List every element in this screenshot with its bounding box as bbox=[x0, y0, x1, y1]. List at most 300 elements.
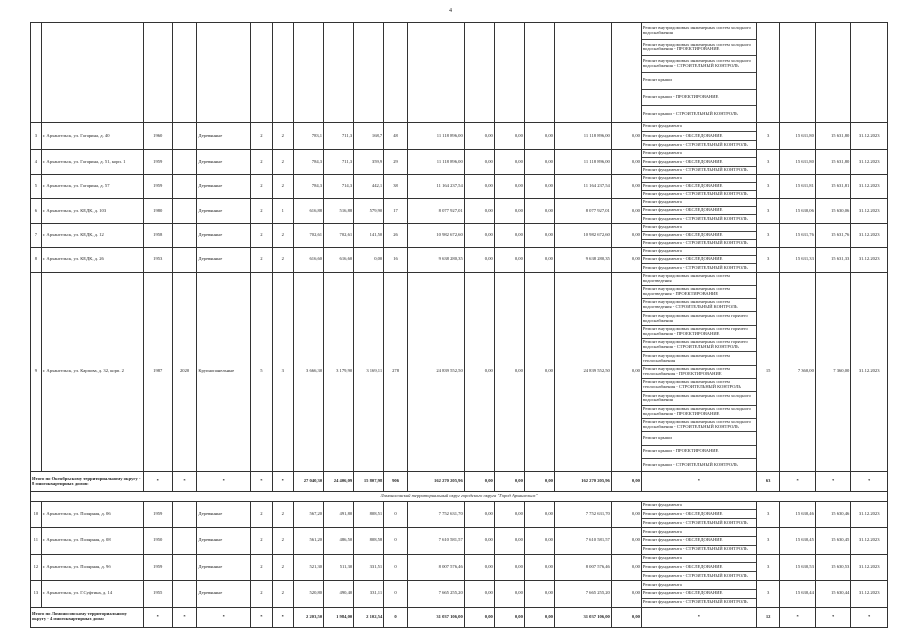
work-item: Ремонт фундамента - СТРОИТЕЛЬНЫЙ КОНТРОЛЬ bbox=[642, 166, 748, 172]
cell-f5: 0,00 bbox=[611, 248, 641, 272]
cell-qty: 3 bbox=[756, 554, 780, 580]
cell-area: 616,60 bbox=[294, 248, 324, 272]
cell-f5: 0,00 bbox=[611, 174, 641, 198]
cell-floors: 2 bbox=[251, 248, 272, 272]
total-limit: * bbox=[815, 472, 850, 492]
cell-area: 521,30 bbox=[294, 554, 324, 580]
work-item: Ремонт внутридомовых инженерных систем водоотведения - ПРОЕКТИРОВАНИЕ bbox=[642, 286, 756, 299]
cell-address: г. Архангельск, ул. Гагарина, д. 51, корп. 1 bbox=[41, 150, 143, 174]
cell-f3: 0,00 bbox=[524, 581, 554, 607]
total-unit-cost: * bbox=[780, 607, 815, 627]
work-item: Ремонт внутридомовых инженерных систем холодного водоснабжения - ПРОЕКТИРОВАНИЕ bbox=[642, 406, 756, 419]
cell-year2 bbox=[172, 122, 197, 150]
cell-f5: 0,00 bbox=[611, 581, 641, 607]
cell-f5: 0,00 bbox=[611, 528, 641, 554]
cell-address: г. Архангельск, ул. КЕДК, д. 103 bbox=[41, 199, 143, 223]
cell-f3: 0,00 bbox=[524, 150, 554, 174]
cell-floors: 2 bbox=[251, 122, 272, 150]
work-item: Ремонт фундамента - ОБСЛЕДОВАНИЕ bbox=[642, 232, 756, 240]
cell-entrances: 1 bbox=[272, 199, 293, 223]
total-total: 162 270 205,96 bbox=[407, 472, 464, 492]
cell-f4: 7 752 631,70 bbox=[554, 501, 611, 527]
cell-qty: 3 bbox=[756, 248, 780, 272]
cell-num: 7 bbox=[31, 223, 42, 247]
cell-f5: 0,00 bbox=[611, 223, 641, 247]
total-entrances: * bbox=[272, 607, 293, 627]
house-row bbox=[31, 528, 888, 554]
cell-entrances: 2 bbox=[272, 554, 293, 580]
cell-date: 31.12.2023 bbox=[851, 223, 888, 247]
cell-residents: 278 bbox=[384, 272, 408, 472]
cell-f2: 0,00 bbox=[494, 528, 524, 554]
cell-date: 31.12.2023 bbox=[851, 150, 888, 174]
work-item: Ремонт фундамента bbox=[642, 581, 756, 590]
cell-floors: 2 bbox=[251, 199, 272, 223]
total-year2: * bbox=[172, 607, 197, 627]
empty-cell bbox=[756, 23, 780, 123]
cell-area: 783,1 bbox=[294, 122, 324, 150]
cell-f3: 0,00 bbox=[524, 528, 554, 554]
work-item: Ремонт фундамента - ОБСЛЕДОВАНИЕ bbox=[642, 132, 756, 141]
cell-area: 3 666,30 bbox=[294, 272, 324, 472]
cell-residents: 26 bbox=[384, 223, 408, 247]
work-item: Ремонт фундамента bbox=[642, 150, 756, 158]
cell-floors: 2 bbox=[251, 150, 272, 174]
house-row bbox=[31, 150, 888, 174]
cell-area-nonliving: 331,11 bbox=[354, 581, 384, 607]
total-f5: 0,00 bbox=[611, 607, 641, 627]
cell-residents: 38 bbox=[384, 174, 408, 198]
total-works: * bbox=[641, 607, 756, 627]
district-header-row bbox=[31, 492, 888, 501]
cell-date: 31.12.2023 bbox=[851, 272, 888, 472]
cell-material: Деревянные bbox=[197, 581, 251, 607]
cell-limit: 7 360,00 bbox=[815, 272, 850, 472]
cell-qty: 3 bbox=[756, 199, 780, 223]
work-item: Ремонт внутридомовых инженерных систем холодного водоснабжения bbox=[642, 23, 756, 40]
cell-num: 10 bbox=[31, 501, 42, 527]
district-total-row bbox=[31, 607, 888, 627]
cell-floors: 2 bbox=[251, 554, 272, 580]
cell-area-living: 714,3 bbox=[324, 174, 354, 198]
cell-residents: 0 bbox=[384, 501, 408, 527]
cell-f5: 0,00 bbox=[611, 150, 641, 174]
work-item: Ремонт фундамента - ОБСЛЕДОВАНИЕ bbox=[642, 207, 756, 215]
work-item: Ремонт фундамента bbox=[642, 555, 756, 564]
cell-entrances: 2 bbox=[272, 501, 293, 527]
cell-f2: 0,00 bbox=[494, 174, 524, 198]
total-material: * bbox=[197, 607, 251, 627]
cell-area: 784,3 bbox=[294, 174, 324, 198]
total-year: * bbox=[143, 472, 172, 492]
cell-f4: 11 118 896,00 bbox=[554, 122, 611, 150]
cell-area-nonliving: 331,51 bbox=[354, 554, 384, 580]
cell-total: 7 610 581,57 bbox=[407, 528, 464, 554]
cell-residents: 17 bbox=[384, 199, 408, 223]
cell-num: 6 bbox=[31, 199, 42, 223]
total-floors: * bbox=[251, 607, 272, 627]
cell-area-nonliving: 3 169,11 bbox=[354, 272, 384, 472]
cell-f3: 0,00 bbox=[524, 122, 554, 150]
cell-total: 8 077 927,01 bbox=[407, 199, 464, 223]
cell-total: 24 839 552,50 bbox=[407, 272, 464, 472]
cell-date: 31.12.2023 bbox=[851, 581, 888, 607]
total-residents: 0 bbox=[384, 607, 408, 627]
cell-f5: 0,00 bbox=[611, 272, 641, 472]
district-total-row bbox=[31, 472, 888, 492]
cell-f4: 8 007 576,46 bbox=[554, 554, 611, 580]
cell-address: г. Архангельск, ул. Полярная, д. 9б bbox=[41, 554, 143, 580]
cell-total: 7 752 631,70 bbox=[407, 501, 464, 527]
total-material: * bbox=[197, 472, 251, 492]
total-date: * bbox=[851, 607, 888, 627]
cell-year2 bbox=[172, 501, 197, 527]
cell-f4: 7 665 255,20 bbox=[554, 581, 611, 607]
cell-area: 561,20 bbox=[294, 528, 324, 554]
cell-area-nonliving: 442,1 bbox=[354, 174, 384, 198]
cell-f5: 0,00 bbox=[611, 554, 641, 580]
work-item: Ремонт внутридомовых инженерных систем водоотведения bbox=[642, 273, 756, 286]
work-item: Ремонт фундамента - СТРОИТЕЛЬНЫЙ КОНТРОЛЬ bbox=[642, 599, 748, 605]
work-item: Ремонт фундамента - ОБСЛЕДОВАНИЕ bbox=[642, 590, 756, 599]
total-residents: 906 bbox=[384, 472, 408, 492]
cell-f1: 0,00 bbox=[464, 174, 494, 198]
cell-total: 11 164 237,54 bbox=[407, 174, 464, 198]
total-floors: * bbox=[251, 472, 272, 492]
cell-f3: 0,00 bbox=[524, 199, 554, 223]
work-item: Ремонт фундамента - ОБСЛЕДОВАНИЕ bbox=[642, 158, 756, 166]
cell-f2: 0,00 bbox=[494, 223, 524, 247]
cell-year: 1980 bbox=[143, 199, 172, 223]
work-item: Ремонт фундамента bbox=[642, 502, 756, 511]
empty-cell bbox=[197, 23, 251, 123]
cell-f4: 8 077 927,01 bbox=[554, 199, 611, 223]
total-area-nonliving: 2 102,54 bbox=[354, 607, 384, 627]
cell-address: г. Архангельск, ул. Полярная, д. 08 bbox=[41, 528, 143, 554]
total-year2: * bbox=[172, 472, 197, 492]
house-row bbox=[31, 174, 888, 198]
cell-area-living: 511,30 bbox=[324, 554, 354, 580]
empty-cell bbox=[354, 23, 384, 123]
cell-year: 1958 bbox=[143, 223, 172, 247]
cell-limit: 15 630,06 bbox=[815, 199, 850, 223]
cell-year2 bbox=[172, 248, 197, 272]
empty-cell bbox=[172, 23, 197, 123]
cell-num: 8 bbox=[31, 248, 42, 272]
work-item: Ремонт крыши - СТРОИТЕЛЬНЫЙ КОНТРОЛЬ bbox=[642, 110, 738, 116]
cell-floors: 2 bbox=[251, 174, 272, 198]
empty-cell bbox=[294, 23, 324, 123]
cell-year: 1950 bbox=[143, 528, 172, 554]
cell-residents: 16 bbox=[384, 248, 408, 272]
works-cell bbox=[641, 248, 756, 272]
cell-date: 31.12.2023 bbox=[851, 174, 888, 198]
works-cell bbox=[641, 174, 756, 198]
cell-num: 5 bbox=[31, 174, 42, 198]
house-row bbox=[31, 501, 888, 527]
cell-floors: 2 bbox=[251, 581, 272, 607]
cell-f2: 0,00 bbox=[494, 272, 524, 472]
cell-f1: 0,00 bbox=[464, 272, 494, 472]
empty-cell bbox=[251, 23, 272, 123]
empty-cell bbox=[41, 23, 143, 123]
cell-total: 7 665 255,20 bbox=[407, 581, 464, 607]
cell-num: 12 bbox=[31, 554, 42, 580]
empty-cell bbox=[407, 23, 464, 123]
work-item: Ремонт фундамента - ОБСЛЕДОВАНИЕ bbox=[642, 563, 756, 572]
cell-address: г. Архангельск, ул. Гагарина, д. 57 bbox=[41, 174, 143, 198]
cell-floors: 2 bbox=[251, 528, 272, 554]
empty-cell bbox=[611, 23, 641, 123]
total-area: 2 203,50 bbox=[294, 607, 324, 627]
total-f1: 0,00 bbox=[464, 472, 494, 492]
cell-f1: 0,00 bbox=[464, 581, 494, 607]
total-f2: 0,00 bbox=[494, 607, 524, 627]
work-item: Ремонт крыши bbox=[642, 432, 756, 445]
cell-date: 31.12.2023 bbox=[851, 248, 888, 272]
work-item: Ремонт внутридомовых инженерных систем теплоснабжения bbox=[642, 352, 756, 365]
works-cell bbox=[641, 23, 756, 123]
cell-year2 bbox=[172, 554, 197, 580]
cell-unit-cost: 15 631,76 bbox=[780, 223, 815, 247]
work-item: Ремонт фундамента bbox=[642, 199, 756, 207]
cell-unit-cost: 15 631,81 bbox=[780, 174, 815, 198]
cell-qty: 15 bbox=[756, 272, 780, 472]
work-item: Ремонт крыши - ПРОЕКТИРОВАНИЕ bbox=[642, 90, 756, 107]
cell-area: 702,61 bbox=[294, 223, 324, 247]
work-item: Ремонт фундамента bbox=[642, 123, 756, 132]
cell-f3: 0,00 bbox=[524, 174, 554, 198]
total-f2: 0,00 bbox=[494, 472, 524, 492]
cell-year: 1959 bbox=[143, 501, 172, 527]
house-row bbox=[31, 272, 888, 472]
cell-area-living: 491,80 bbox=[324, 501, 354, 527]
cell-area-living: 486,50 bbox=[324, 528, 354, 554]
cell-year: 1959 bbox=[143, 554, 172, 580]
cell-unit-cost: 15 630,06 bbox=[780, 199, 815, 223]
works-cell bbox=[641, 150, 756, 174]
cell-date: 31.12.2023 bbox=[851, 501, 888, 527]
cell-total: 11 118 896,00 bbox=[407, 150, 464, 174]
cell-residents: 0 bbox=[384, 528, 408, 554]
cell-address: г. Архангельск, ул. КЕДК, д. 26 bbox=[41, 248, 143, 272]
cell-year2 bbox=[172, 223, 197, 247]
cell-year2 bbox=[172, 174, 197, 198]
house-row bbox=[31, 581, 888, 607]
works-cell bbox=[641, 581, 756, 607]
district-header: Ломоносовский территориальный округ городского округа "Город Архангельск" bbox=[31, 492, 888, 501]
works-cell bbox=[641, 528, 756, 554]
total-f5: 0,00 bbox=[611, 472, 641, 492]
cell-address: г. Архангельск, ул. Гагарина, д. 40 bbox=[41, 122, 143, 150]
work-item: Ремонт фундамента - ОБСЛЕДОВАНИЕ bbox=[642, 256, 756, 264]
work-item: Ремонт внутридомовых инженерных систем холодного водоснабжения - ПРОЕКТИРОВАНИЕ bbox=[642, 40, 756, 57]
total-date: * bbox=[851, 472, 888, 492]
cell-unit-cost: 15 631,80 bbox=[780, 150, 815, 174]
cell-year: 1987 bbox=[143, 272, 172, 472]
work-item: Ремонт внутридомовых инженерных систем теплоснабжения - СТРОИТЕЛЬНЫЙ КОНТРОЛЬ bbox=[642, 379, 756, 392]
cell-num: 11 bbox=[31, 528, 42, 554]
work-item: Ремонт фундамента - СТРОИТЕЛЬНЫЙ КОНТРОЛЬ bbox=[642, 546, 748, 552]
empty-cell bbox=[464, 23, 494, 123]
work-item: Ремонт внутридомовых инженерных систем горячего водоснабжения bbox=[642, 312, 756, 325]
cell-limit: 15 631,76 bbox=[815, 223, 850, 247]
cell-f2: 0,00 bbox=[494, 501, 524, 527]
cell-year2 bbox=[172, 581, 197, 607]
cell-area-living: 3 179,90 bbox=[324, 272, 354, 472]
cell-material: Деревянные bbox=[197, 248, 251, 272]
cell-limit: 15 631,33 bbox=[815, 248, 850, 272]
work-item: Ремонт фундамента - СТРОИТЕЛЬНЫЙ КОНТРОЛЬ bbox=[642, 519, 748, 525]
cell-material: Деревянные bbox=[197, 528, 251, 554]
work-item: Ремонт фундамента - ОБСЛЕДОВАНИЕ bbox=[642, 510, 756, 519]
cell-address: г. Архангельск, ул. КЕДК, д. 12 bbox=[41, 223, 143, 247]
cell-area-living: 490,40 bbox=[324, 581, 354, 607]
cell-material: Деревянные bbox=[197, 150, 251, 174]
work-item: Ремонт фундамента - СТРОИТЕЛЬНЫЙ КОНТРОЛЬ bbox=[642, 191, 748, 197]
total-unit-cost: * bbox=[780, 472, 815, 492]
cell-f2: 0,00 bbox=[494, 248, 524, 272]
work-item: Ремонт фундамента - ОБСЛЕДОВАНИЕ bbox=[642, 537, 756, 546]
cell-entrances: 2 bbox=[272, 581, 293, 607]
cell-material: Деревянные bbox=[197, 223, 251, 247]
cell-f5: 0,00 bbox=[611, 199, 641, 223]
cell-f1: 0,00 bbox=[464, 528, 494, 554]
cell-f1: 0,00 bbox=[464, 122, 494, 150]
cell-year2 bbox=[172, 150, 197, 174]
house-row bbox=[31, 554, 888, 580]
cell-address: г. Архангельск, ул. Полярная, д. 06 bbox=[41, 501, 143, 527]
cell-limit: 15 630,53 bbox=[815, 554, 850, 580]
cell-f2: 0,00 bbox=[494, 581, 524, 607]
cell-limit: 15 631,81 bbox=[815, 174, 850, 198]
cell-area: 784,3 bbox=[294, 150, 324, 174]
cell-entrances: 2 bbox=[272, 150, 293, 174]
cell-total: 9 638 280,35 bbox=[407, 248, 464, 272]
cell-entrances: 2 bbox=[272, 174, 293, 198]
cell-f1: 0,00 bbox=[464, 150, 494, 174]
cell-f1: 0,00 bbox=[464, 248, 494, 272]
cell-qty: 3 bbox=[756, 501, 780, 527]
cell-year: 1959 bbox=[143, 174, 172, 198]
cell-date: 31.12.2023 bbox=[851, 528, 888, 554]
cell-material: Деревянные bbox=[197, 122, 251, 150]
cell-floors: 5 bbox=[251, 272, 272, 472]
cell-floors: 2 bbox=[251, 501, 272, 527]
cell-qty: 3 bbox=[756, 174, 780, 198]
cell-num: 4 bbox=[31, 150, 42, 174]
cell-material: Крупнопанельные bbox=[197, 272, 251, 472]
total-f1: 0,00 bbox=[464, 607, 494, 627]
cell-area-nonliving: 141,50 bbox=[354, 223, 384, 247]
total-area-living: 24 406,09 bbox=[324, 472, 354, 492]
works-cell bbox=[641, 554, 756, 580]
cell-limit: 15 630,44 bbox=[815, 581, 850, 607]
cell-total: 10 982 672,60 bbox=[407, 223, 464, 247]
total-f3: 0,00 bbox=[524, 472, 554, 492]
cell-date: 31.12.2023 bbox=[851, 554, 888, 580]
total-f4: 162 270 205,96 bbox=[554, 472, 611, 492]
work-item: Ремонт фундамента bbox=[642, 248, 756, 256]
cell-qty: 3 bbox=[756, 150, 780, 174]
works-cell bbox=[641, 501, 756, 527]
cell-year: 1959 bbox=[143, 150, 172, 174]
cell-area-nonliving: 359,9 bbox=[354, 150, 384, 174]
total-qty: 63 bbox=[756, 472, 780, 492]
cell-qty: 3 bbox=[756, 122, 780, 150]
work-item: Ремонт крыши - СТРОИТЕЛЬНЫЙ КОНТРОЛЬ bbox=[642, 461, 738, 467]
continued-row bbox=[31, 23, 888, 123]
cell-f3: 0,00 bbox=[524, 223, 554, 247]
total-entrances: * bbox=[272, 472, 293, 492]
work-item: Ремонт фундамента - СТРОИТЕЛЬНЫЙ КОНТРОЛЬ bbox=[642, 240, 748, 246]
cell-material: Деревянные bbox=[197, 174, 251, 198]
cell-material: Деревянные bbox=[197, 554, 251, 580]
cell-area-living: 702,61 bbox=[324, 223, 354, 247]
cell-residents: 29 bbox=[384, 150, 408, 174]
empty-cell bbox=[324, 23, 354, 123]
works-cell bbox=[641, 122, 756, 150]
work-item: Ремонт внутридомовых инженерных систем холодного водоснабжения - СТРОИТЕЛЬНЫЙ КОНТРОЛЬ bbox=[642, 419, 756, 432]
cell-material: Деревянные bbox=[197, 199, 251, 223]
cell-area: 520,80 bbox=[294, 581, 324, 607]
total-works: * bbox=[641, 472, 756, 492]
work-item: Ремонт внутридомовых инженерных систем теплоснабжения - ПРОЕКТИРОВАНИЕ bbox=[642, 366, 756, 379]
cell-f3: 0,00 bbox=[524, 554, 554, 580]
cell-qty: 3 bbox=[756, 528, 780, 554]
cell-year2 bbox=[172, 199, 197, 223]
house-row bbox=[31, 122, 888, 150]
cell-qty: 3 bbox=[756, 581, 780, 607]
cell-total: 11 118 896,00 bbox=[407, 122, 464, 150]
work-item: Ремонт внутридомовых инженерных систем горячего водоснабжения - СТРОИТЕЛЬНЫЙ КОНТРОЛЬ bbox=[642, 339, 756, 352]
cell-area-nonliving: 808,58 bbox=[354, 528, 384, 554]
cell-address: г. Архангельск, ул. Г.Суфтина, д. 14 bbox=[41, 581, 143, 607]
cell-qty: 3 bbox=[756, 223, 780, 247]
cell-area: 616,88 bbox=[294, 199, 324, 223]
cell-unit-cost: 15 630,44 bbox=[780, 581, 815, 607]
cell-unit-cost: 15 630,46 bbox=[780, 501, 815, 527]
total-area: 27 040,30 bbox=[294, 472, 324, 492]
work-item: Ремонт внутридомовых инженерных систем холодного водоснабжения - СТРОИТЕЛЬНЫЙ КОНТРОЛЬ bbox=[642, 56, 756, 73]
cell-address: г. Архангельск, ул. Карпова, д. 32, корп. 2 bbox=[41, 272, 143, 472]
total-limit: * bbox=[815, 607, 850, 627]
cell-year: 1953 bbox=[143, 248, 172, 272]
cell-entrances: 2 bbox=[272, 223, 293, 247]
cell-area-nonliving: 0,00 bbox=[354, 248, 384, 272]
cell-f3: 0,00 bbox=[524, 248, 554, 272]
work-item: Ремонт внутридомовых инженерных систем водоотведения - СТРОИТЕЛЬНЫЙ КОНТРОЛЬ bbox=[642, 299, 756, 312]
total-label: Итого по Октябрьскому территориальному округу - 8 многоквартирных домов: bbox=[31, 472, 144, 492]
empty-cell bbox=[143, 23, 172, 123]
work-item: Ремонт крыши bbox=[642, 73, 756, 90]
cell-limit: 15 631,80 bbox=[815, 122, 850, 150]
cell-area-living: 616,60 bbox=[324, 248, 354, 272]
work-item: Ремонт фундамента - СТРОИТЕЛЬНЫЙ КОНТРОЛЬ bbox=[642, 264, 748, 270]
cell-area-living: 711,3 bbox=[324, 150, 354, 174]
work-item: Ремонт внутридомовых инженерных систем холодного водоснабжения bbox=[642, 392, 756, 405]
work-item: Ремонт крыши - ПРОЕКТИРОВАНИЕ bbox=[642, 446, 756, 459]
cell-limit: 15 630,46 bbox=[815, 501, 850, 527]
cell-entrances: 3 bbox=[272, 272, 293, 472]
total-f3: 0,00 bbox=[524, 607, 554, 627]
cell-entrances: 2 bbox=[272, 528, 293, 554]
cell-f2: 0,00 bbox=[494, 122, 524, 150]
cell-date: 31.12.2023 bbox=[851, 199, 888, 223]
cell-f4: 9 638 280,35 bbox=[554, 248, 611, 272]
cell-f1: 0,00 bbox=[464, 199, 494, 223]
cell-unit-cost: 15 631,33 bbox=[780, 248, 815, 272]
